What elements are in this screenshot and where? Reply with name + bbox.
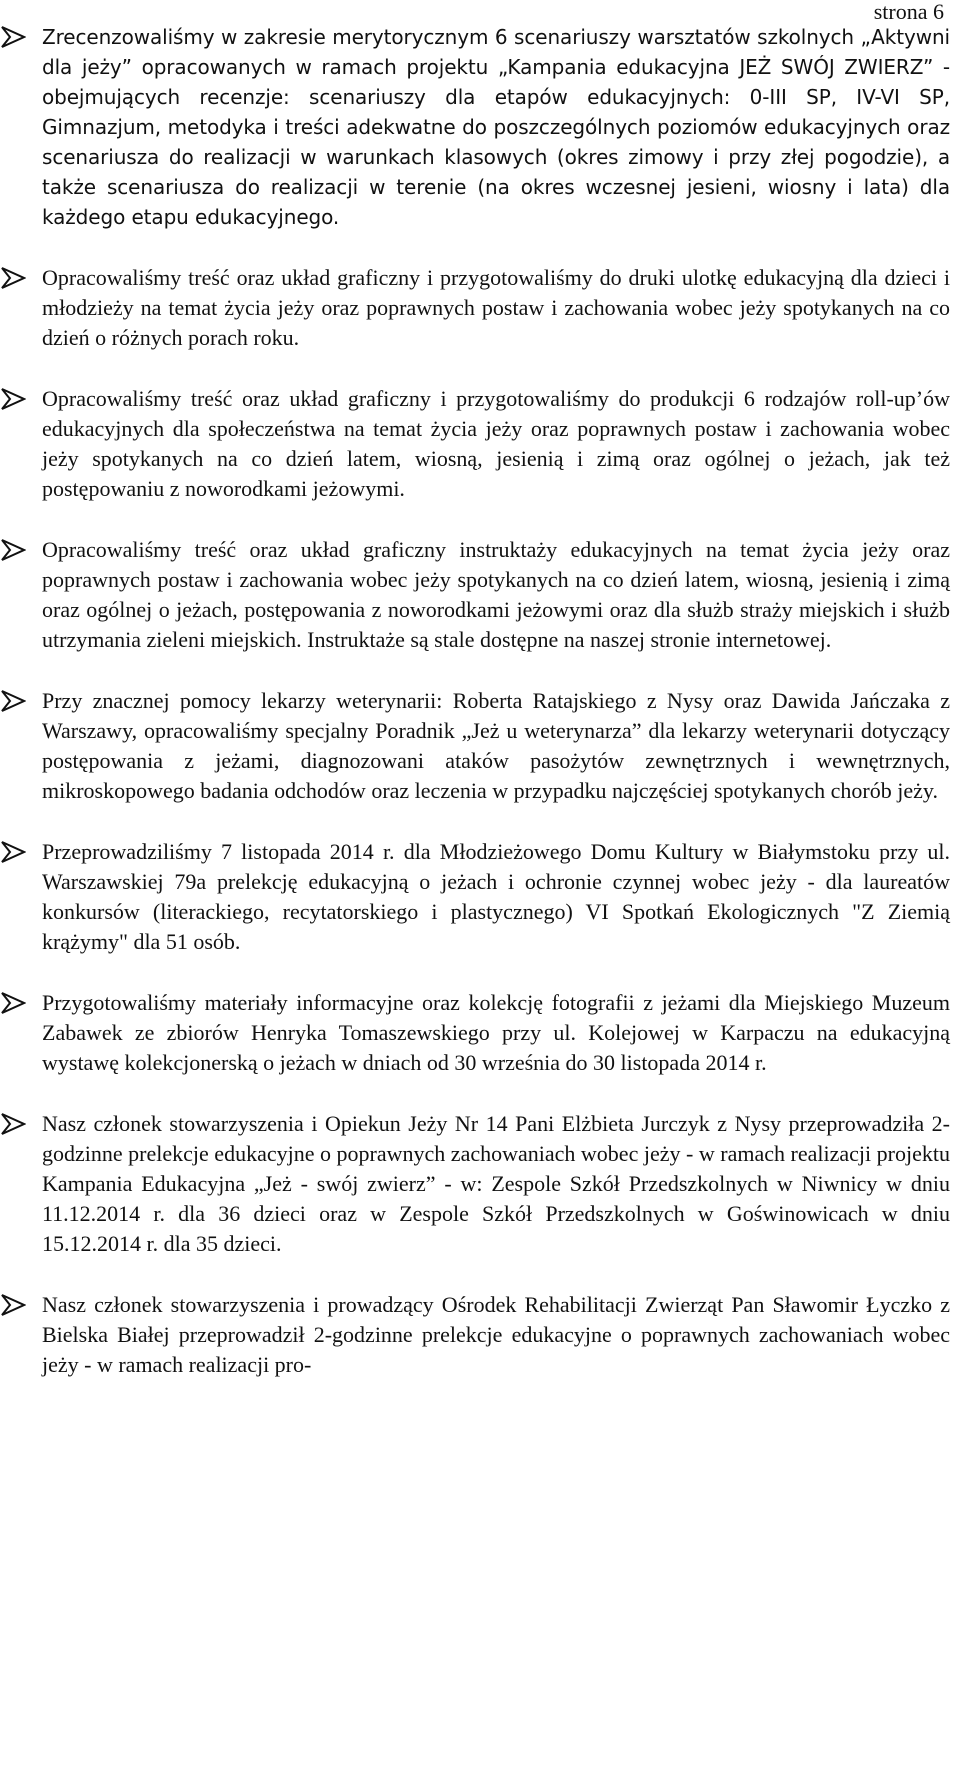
list-item-text: Opracowaliśmy treść oraz układ graficzny instruktaży edukacyjnych na temat życia jeży oraz poprawnych postaw i zachowania wobec jeży spotykanych na co dzień latem, wiosną, jesienią i zimą oraz ogólnej o jeżach, postępowania z noworodkami jeżowymi oraz dla służb straży miejskich i służb utrzymania zieleni miejskich. Instruktaże są stale dostępne na naszej stronie internetowej. <box>42 537 950 652</box>
list-item <box>0 988 960 1078</box>
list-item-text: Przeprowadziliśmy 7 listopada 2014 r. dla Młodzieżowego Domu Kultury w Białymstoku przy ul. Warszawskiej 79a prelekcję edukacyjną o jeżach i ochronie czynnej wobec jeży - dla laureatów konkursów (literackiego, recytatorskiego i plastycznego) VI Spotkań Ekologicznych "Z Ziemią krążymy" dla 51 osób. <box>42 839 950 954</box>
list-item <box>0 22 960 232</box>
arrowhead-bullet-icon <box>0 992 26 1014</box>
arrowhead-bullet-icon <box>0 1113 26 1135</box>
list-item-text: Zrecenzowaliśmy w zakresie merytorycznym 6 scenariuszy warsztatów szkolnych „Aktywni dla jeży” opracowanych w ramach projektu „Kampania edukacyjna JEŻ SWÓJ ZWIERZ” - obejmujących recenzje: scenariuszy dla etapów edukacyjnych: 0-III SP, IV-VI SP, Gimnazjum, metodyka i treści adekwatne do poszczególnych poziomów edukacyjnych oraz scenariusza do realizacji w warunkach klasowych (okres zimowy i przy złej pogodzie), a także scenariusza do realizacji w terenie (na okres wczesnej jesieni, wiosny i lata) dla każdego etapu edukacyjnego. <box>42 25 950 229</box>
list-item-text: Nasz członek stowarzyszenia i Opiekun Jeży Nr 14 Pani Elżbieta Jurczyk z Nysy przeprowadziła 2-godzinne prelekcje edukacyjne o poprawnych zachowaniach wobec jeży - w ramach realizacji projektu Kampania Edukacyjna „Jeż - swój zwierz” - w: Zespole Szkół Przedszkolnych w Niwnicy w dniu 11.12.2014 r. dla 36 dzieci oraz w Zespole Szkół Przedszkolnych w Goświnowicach w dniu 15.12.2014 r. dla 35 dzieci. <box>42 1111 950 1256</box>
list-item <box>0 1109 960 1259</box>
arrowhead-bullet-icon <box>0 26 26 48</box>
arrowhead-bullet-icon <box>0 388 26 410</box>
arrowhead-bullet-icon <box>0 841 26 863</box>
list-item-text: Nasz członek stowarzyszenia i prowadzący Ośrodek Rehabilitacji Zwierząt Pan Sławomir Łyczko z Bielska Białej przeprowadził 2-godzinne prelekcje edukacyjne o poprawnych zachowaniach wobec jeży - w ramach realizacji pro- <box>42 1292 950 1377</box>
list-item-text: Opracowaliśmy treść oraz układ graficzny i przygotowaliśmy do produkcji 6 rodzajów roll-up’ów edukacyjnych dla społeczeństwa na temat życia jeży oraz poprawnych postaw i zachowania wobec jeży spotykanych na co dzień latem, wiosną, jesienią i zimą oraz ogólnej o jeżach, jak też postępowaniu z noworodkami jeżowymi. <box>42 386 950 501</box>
list-item-text: Opracowaliśmy treść oraz układ graficzny i przygotowaliśmy do druki ulotkę edukacyjną dla dzieci i młodzieży na temat życia jeży oraz poprawnych postaw i zachowania wobec jeży spotykanych na co dzień o różnych porach roku. <box>42 265 950 350</box>
list-item <box>0 263 960 353</box>
page-number: strona 6 <box>873 0 944 24</box>
arrowhead-bullet-icon <box>0 1294 26 1316</box>
list-item <box>0 837 960 957</box>
list-item-text: Przy znacznej pomocy lekarzy weterynarii: Roberta Ratajskiego z Nysy oraz Dawida Jańczaka z Warszawy, opracowaliśmy specjalny Poradnik „Jeż u weterynarza” dla lekarzy weterynarii dotyczący postępowania z jeżami, diagnozowani ataków pasożytów zewnętrznych i wewnętrznych, mikroskopowego badania odchodów oraz leczenia w przypadku najczęściej spotykanych chorób jeży. <box>42 688 950 803</box>
list-item <box>0 535 960 655</box>
arrowhead-bullet-icon <box>0 690 26 712</box>
bullet-list <box>0 22 960 1411</box>
list-item-text: Przygotowaliśmy materiały informacyjne oraz kolekcję fotografii z jeżami dla Miejskiego Muzeum Zabawek ze zbiorów Henryka Tomaszewskiego przy ul. Kolejowej w Karpaczu na edukacyjną wystawę kolekcjonerską o jeżach w dniach od 30 września do 30 listopada 2014 r. <box>42 990 950 1075</box>
list-item <box>0 686 960 806</box>
list-item <box>0 384 960 504</box>
arrowhead-bullet-icon <box>0 539 26 561</box>
list-item <box>0 1290 960 1380</box>
arrowhead-bullet-icon <box>0 267 26 289</box>
